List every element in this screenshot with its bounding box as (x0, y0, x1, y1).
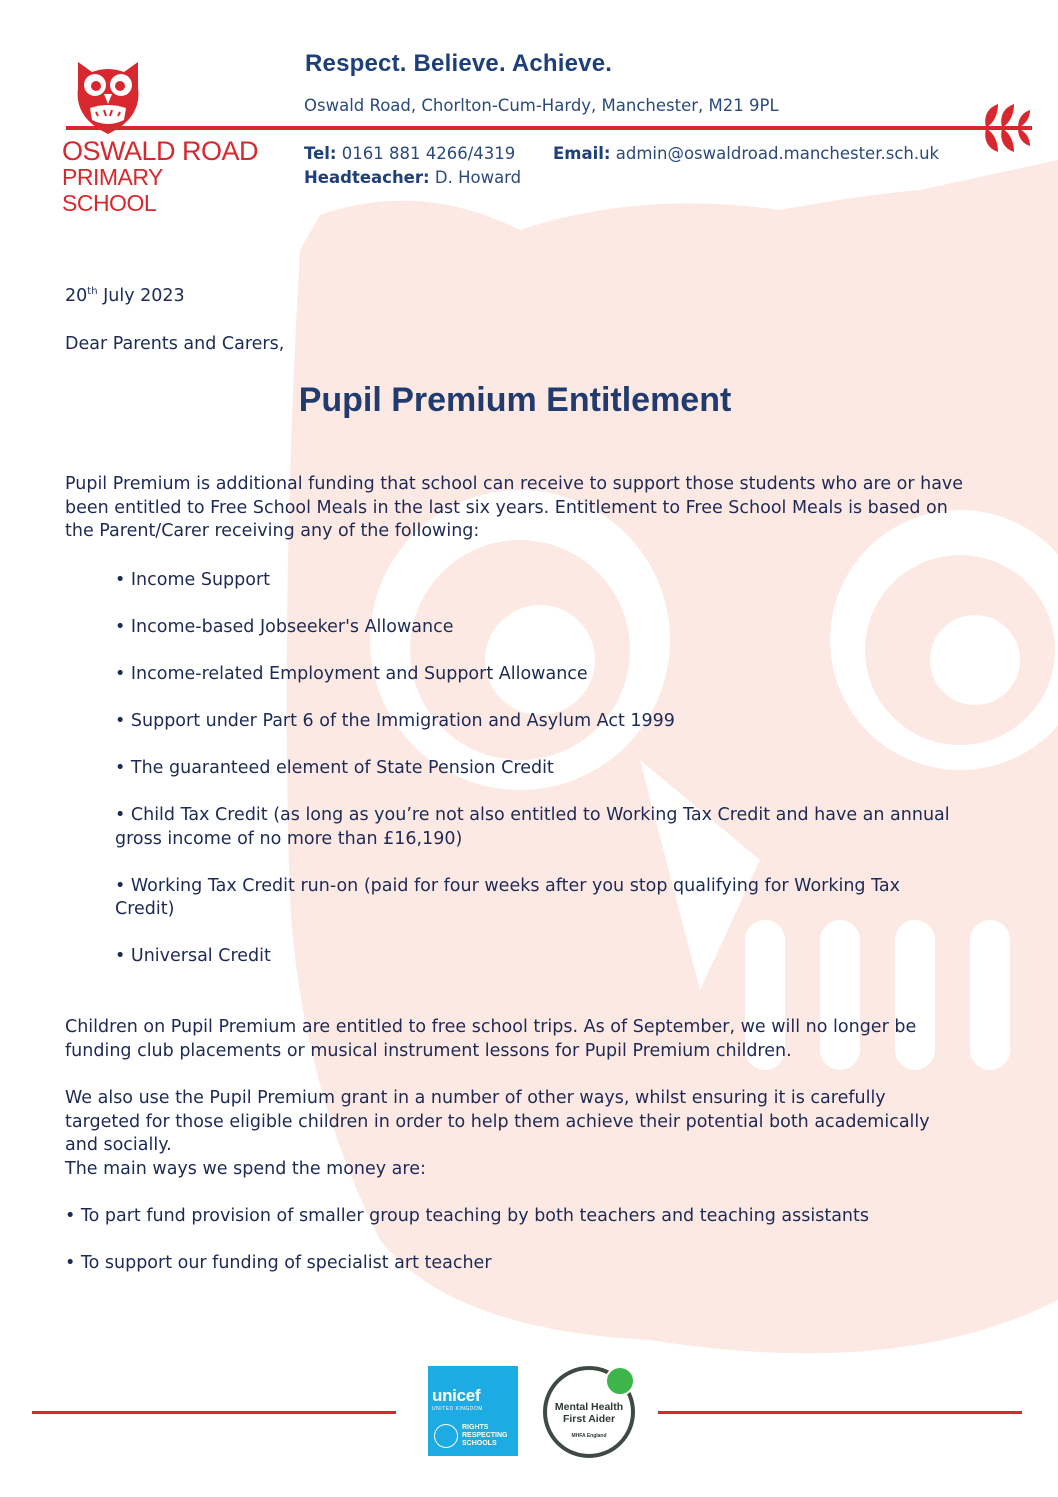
owl-logo-icon (68, 58, 148, 136)
list-item: • To part fund provision of smaller group teaching by both teachers and teaching assistants (65, 1206, 870, 1226)
list-item: • Income Support (115, 570, 271, 590)
contact-email (553, 144, 939, 163)
unicef-rrs: RIGHTS RESPECTING SCHOOLS (462, 1424, 508, 1447)
leaf-branch-icon (968, 100, 1036, 156)
page-title: Pupil Premium Entitlement (298, 381, 732, 419)
unicef-sub: UNITED KINGDOM (432, 1406, 483, 1412)
list-item: • Child Tax Credit (as long as you’re not also entitled to Working Tax Credit and have an annual gross income of no more than £16,190) (115, 805, 950, 849)
unicef-badge (428, 1366, 518, 1456)
list-item: • Working Tax Credit run-on (paid for four weeks after you stop qualifying for Working Tax Credit) (115, 875, 900, 919)
list-item: • Universal Credit (115, 946, 271, 966)
mhfa-badge (543, 1366, 635, 1458)
date-rest: July 2023 (97, 286, 185, 306)
school-address: Oswald Road, Chorlton-Cum-Hardy, Manchester, M21 9PL (304, 96, 779, 115)
email-value[interactable]: admin@oswaldroad.manchester.sch.uk (615, 144, 940, 163)
spend-intro: The main ways we spend the money are: (65, 1159, 426, 1179)
school-name-line2: PRIMARY SCHOOL (62, 164, 163, 216)
mhfa-badge-icon (605, 1366, 635, 1396)
rrs-ring-icon (434, 1424, 458, 1448)
footer-divider-left (32, 1411, 396, 1414)
footer-divider-right (658, 1411, 1022, 1414)
school-name-line1: OSWALD ROAD (62, 136, 259, 166)
contact-headteacher (304, 168, 521, 187)
spend-list (65, 1205, 965, 1299)
list-item: • The guaranteed element of State Pension Credit (115, 758, 554, 778)
trips-paragraph: Children on Pupil Premium are entitled to free school trips. As of September, we will no longer be funding club placements or musical instrument lessons for Pupil Premium children. (65, 1017, 917, 1061)
header-divider (66, 126, 978, 130)
headteacher-label: Headteacher: (304, 168, 430, 187)
email-label: Email: (553, 144, 611, 163)
date-suffix: th (87, 286, 98, 298)
headteacher-value: D. Howard (434, 168, 522, 187)
list-item: • To support our funding of specialist art teacher (65, 1253, 492, 1273)
benefits-list (115, 569, 960, 992)
list-item: • Income-based Jobseeker's Allowance (115, 617, 454, 637)
mhfa-title: Mental Health First Aider (554, 1401, 624, 1425)
intro-paragraph: Pupil Premium is additional funding that school can receive to support those students who are or have been entitled to Free School Meals in the last six years. Entitlement to Free School Meals is based on the Parent/Carer receiving any of the following: (65, 474, 964, 541)
tel-label: Tel: (304, 144, 337, 163)
school-logo (62, 58, 262, 216)
mhfa-sub: MHFA England (571, 1433, 607, 1439)
date-day: 20 (65, 286, 88, 306)
letter-date (65, 285, 185, 309)
unicef-brand: unicef (432, 1386, 481, 1405)
list-item: • Support under Part 6 of the Immigration and Asylum Act 1999 (115, 711, 675, 731)
tel-value[interactable]: 0161 881 4266/4319 (341, 144, 516, 163)
grant-paragraph: We also use the Pupil Premium grant in a number of other ways, whilst ensuring it is carefully targeted for those eligible children in order to help them achieve their potential both academically and socially. (65, 1088, 930, 1155)
school-motto: Respect. Believe. Achieve. (305, 50, 613, 77)
letter-greeting: Dear Parents and Carers, (65, 334, 285, 354)
list-item: • Income-related Employment and Support Allowance (115, 664, 588, 684)
contact-tel (304, 144, 515, 163)
